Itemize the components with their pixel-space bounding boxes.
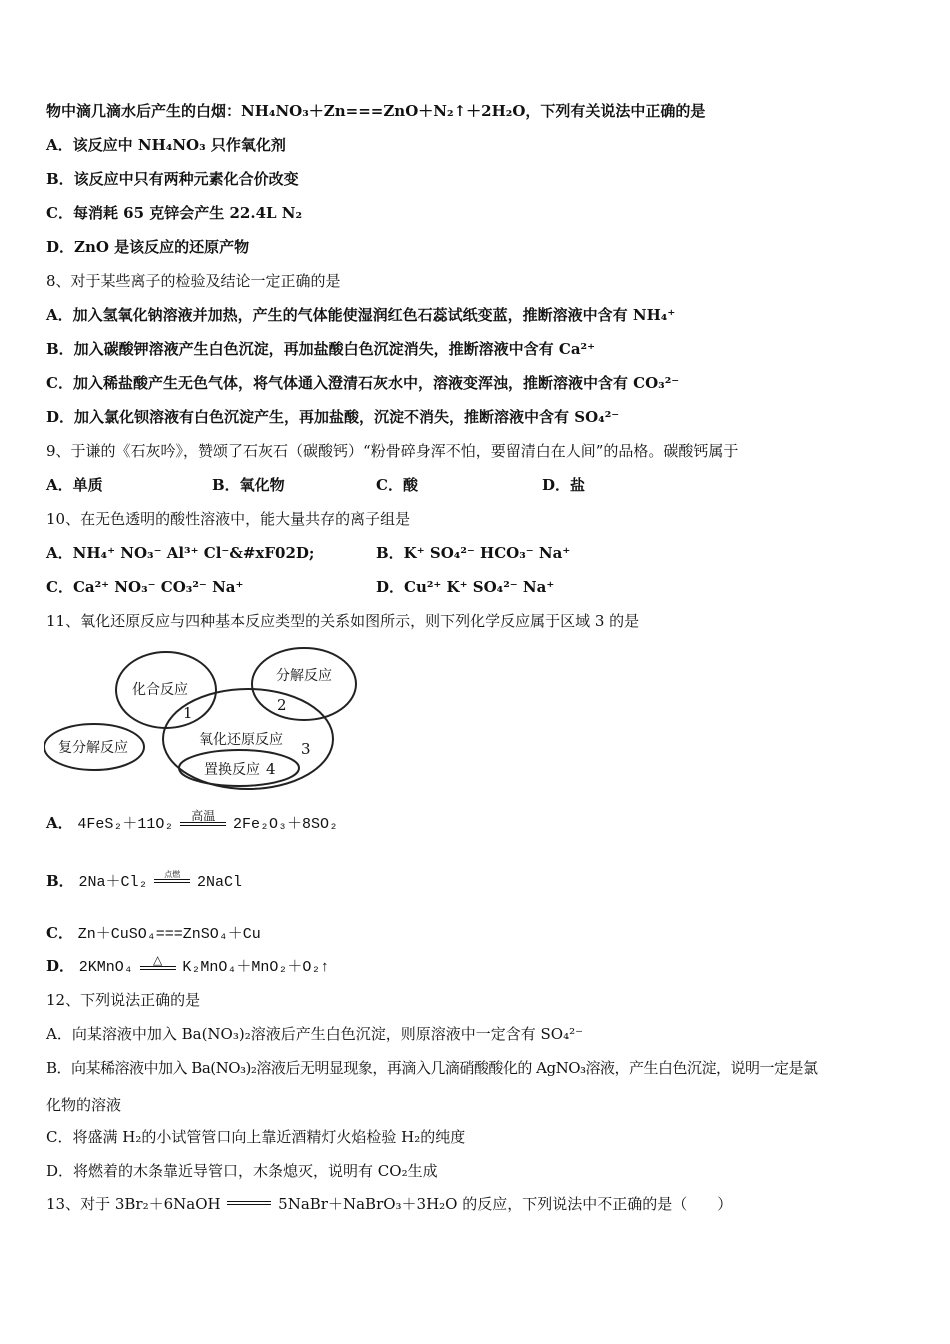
equals-sign <box>154 879 190 883</box>
q12-option-c[interactable]: C．将盛满 H₂的小试管管口向上靠近酒精灯火焰检验 H₂的纯度 <box>46 1128 466 1146</box>
reaction-condition: △ <box>152 953 163 967</box>
region-2-number: 2 <box>277 696 287 714</box>
equation-left: 4FeS₂＋11O₂ <box>77 816 174 833</box>
q9-options-row <box>46 474 910 496</box>
q9-option-d[interactable]: D．盐 <box>542 476 586 494</box>
q13-stem-left: 13、对于 3Br₂＋6NaOH <box>46 1195 221 1213</box>
q10-option-d[interactable]: D．Cu²⁺ K⁺ SO₄²⁻ Na⁺ <box>376 578 555 596</box>
q11-option-a[interactable] <box>46 809 910 842</box>
equation-right: 2NaCl <box>197 874 243 891</box>
q9-option-c[interactable]: C．酸 <box>376 476 418 494</box>
q9-option-b[interactable]: B．氧化物 <box>212 476 285 494</box>
q7-option-d[interactable]: D．ZnO 是该反应的还原产物 <box>46 238 250 256</box>
q10-stem: 10、在无色透明的酸性溶液中，能大量共存的离子组是 <box>46 510 411 528</box>
equals-sign <box>227 1201 271 1205</box>
q7-option-c[interactable]: C．每消耗 65 克锌会产生 22.4L N₂ <box>46 204 303 222</box>
q11-option-c[interactable] <box>46 922 910 946</box>
q11-option-d[interactable] <box>46 955 910 981</box>
q10-options-row-1 <box>46 542 910 564</box>
option-label: C． <box>46 924 73 942</box>
venn-diagram <box>44 642 364 792</box>
q8-option-a[interactable]: A．加入氢氧化钠溶液并加热，产生的气体能使湿润红色石蕊试纸变蓝，推断溶液中含有 NH₄⁺ <box>46 306 676 324</box>
q8-option-d[interactable]: D．加入氯化钡溶液有白色沉淀产生，再加盐酸，沉淀不消失，推断溶液中含有 SO₄²⁻ <box>46 408 620 426</box>
equation-text: Zn＋CuSO₄===ZnSO₄＋Cu <box>77 926 261 943</box>
equation-right: K₂MnO₄＋MnO₂＋O₂↑ <box>182 959 330 976</box>
condition-equals <box>140 954 176 970</box>
region-1-number: 1 <box>183 704 193 722</box>
condition-equals <box>154 870 190 883</box>
q8-stem: 8、对于某些离子的检验及结论一定正确的是 <box>46 272 341 290</box>
equation-left: 2KMnO₄ <box>78 959 133 976</box>
reaction-condition: 点燃 <box>164 869 181 879</box>
q10-options-row-2 <box>46 576 910 598</box>
equals-bar <box>227 1201 271 1205</box>
q12-option-b-continued[interactable]: 化物的溶液 <box>46 1096 122 1114</box>
combination-label: 化合反应 <box>132 682 188 698</box>
q12-stem: 12、下列说法正确的是 <box>46 991 201 1009</box>
q10-option-a[interactable]: A．NH₄⁺ NO₃⁻ Al³⁺ Cl⁻&#xF02D; <box>46 544 315 562</box>
q7-option-a[interactable]: A．该反应中 NH₄NO₃ 只作氧化剂 <box>46 136 286 154</box>
reaction-condition: 高温 <box>191 809 216 823</box>
q13-stem-right: 5NaBr＋NaBrO₃＋3H₂O 的反应，下列说法中不正确的是（ ） <box>278 1195 733 1213</box>
q13-stem <box>46 1193 910 1215</box>
region-4-number: 4 <box>266 760 276 778</box>
option-label: B． <box>46 872 74 890</box>
q11-option-b[interactable] <box>46 870 910 900</box>
q12-option-a[interactable]: A．向某溶液中加入 Ba(NO₃)₂溶液后产生白色沉淀，则原溶液中一定含有 SO₄²⁻ <box>46 1025 584 1043</box>
q11-stem: 11、氧化还原反应与四种基本反应类型的关系如图所示，则下列化学反应属于区域 3 的是 <box>46 612 640 630</box>
decomposition-ellipse <box>252 648 356 720</box>
q8-option-b[interactable]: B．加入碳酸钾溶液产生白色沉淀，再加盐酸白色沉淀消失，推断溶液中含有 Ca²⁺ <box>46 340 596 358</box>
option-label: D． <box>46 957 75 975</box>
option-label: A． <box>46 814 73 832</box>
q8-option-c[interactable]: C．加入稀盐酸产生无色气体，将气体通入澄清石灰水中，溶液变浑浊，推断溶液中含有 CO₃²⁻ <box>46 374 680 392</box>
decomposition-label: 分解反应 <box>276 668 332 684</box>
q9-option-a[interactable]: A．单质 <box>46 476 103 494</box>
double-decomposition-label: 复分解反应 <box>58 740 128 756</box>
condition-equals <box>180 810 226 826</box>
q7-option-b[interactable]: B．该反应中只有两种元素化合价改变 <box>46 170 299 188</box>
q10-option-b[interactable]: B．K⁺ SO₄²⁻ HCO₃⁻ Na⁺ <box>376 544 571 562</box>
equation-left: 2Na＋Cl₂ <box>78 874 148 891</box>
q9-stem: 9、于谦的《石灰吟》，赞颂了石灰石（碳酸钙）“粉骨碎身浑不怕，要留清白在人间”的品格。碳酸钙属于 <box>46 442 739 460</box>
region-3-number: 3 <box>301 740 311 758</box>
equation-right: 2Fe₂O₃＋8SO₂ <box>233 816 339 833</box>
q12-option-d[interactable]: D．将燃着的木条靠近导管口，木条熄灭，说明有 CO₂生成 <box>46 1162 438 1180</box>
question-intro: 物中滴几滴水后产生的白烟：NH₄NO₃＋Zn===ZnO＋N₂↑＋2H₂O，下列有关说法中正确的是 <box>46 102 706 120</box>
redox-label: 氧化还原反应 <box>199 732 283 748</box>
q12-option-b[interactable]: B．向某稀溶液中加入 Ba(NO₃)₂溶液后无明显现象，再滴入几滴硝酸酸化的 AgNO₃溶液，产生白色沉淀，说明一定是氯 <box>46 1059 818 1077</box>
q10-option-c[interactable]: C．Ca²⁺ NO₃⁻ CO₃²⁻ Na⁺ <box>46 578 244 596</box>
displacement-label: 置换反应 <box>204 762 260 778</box>
